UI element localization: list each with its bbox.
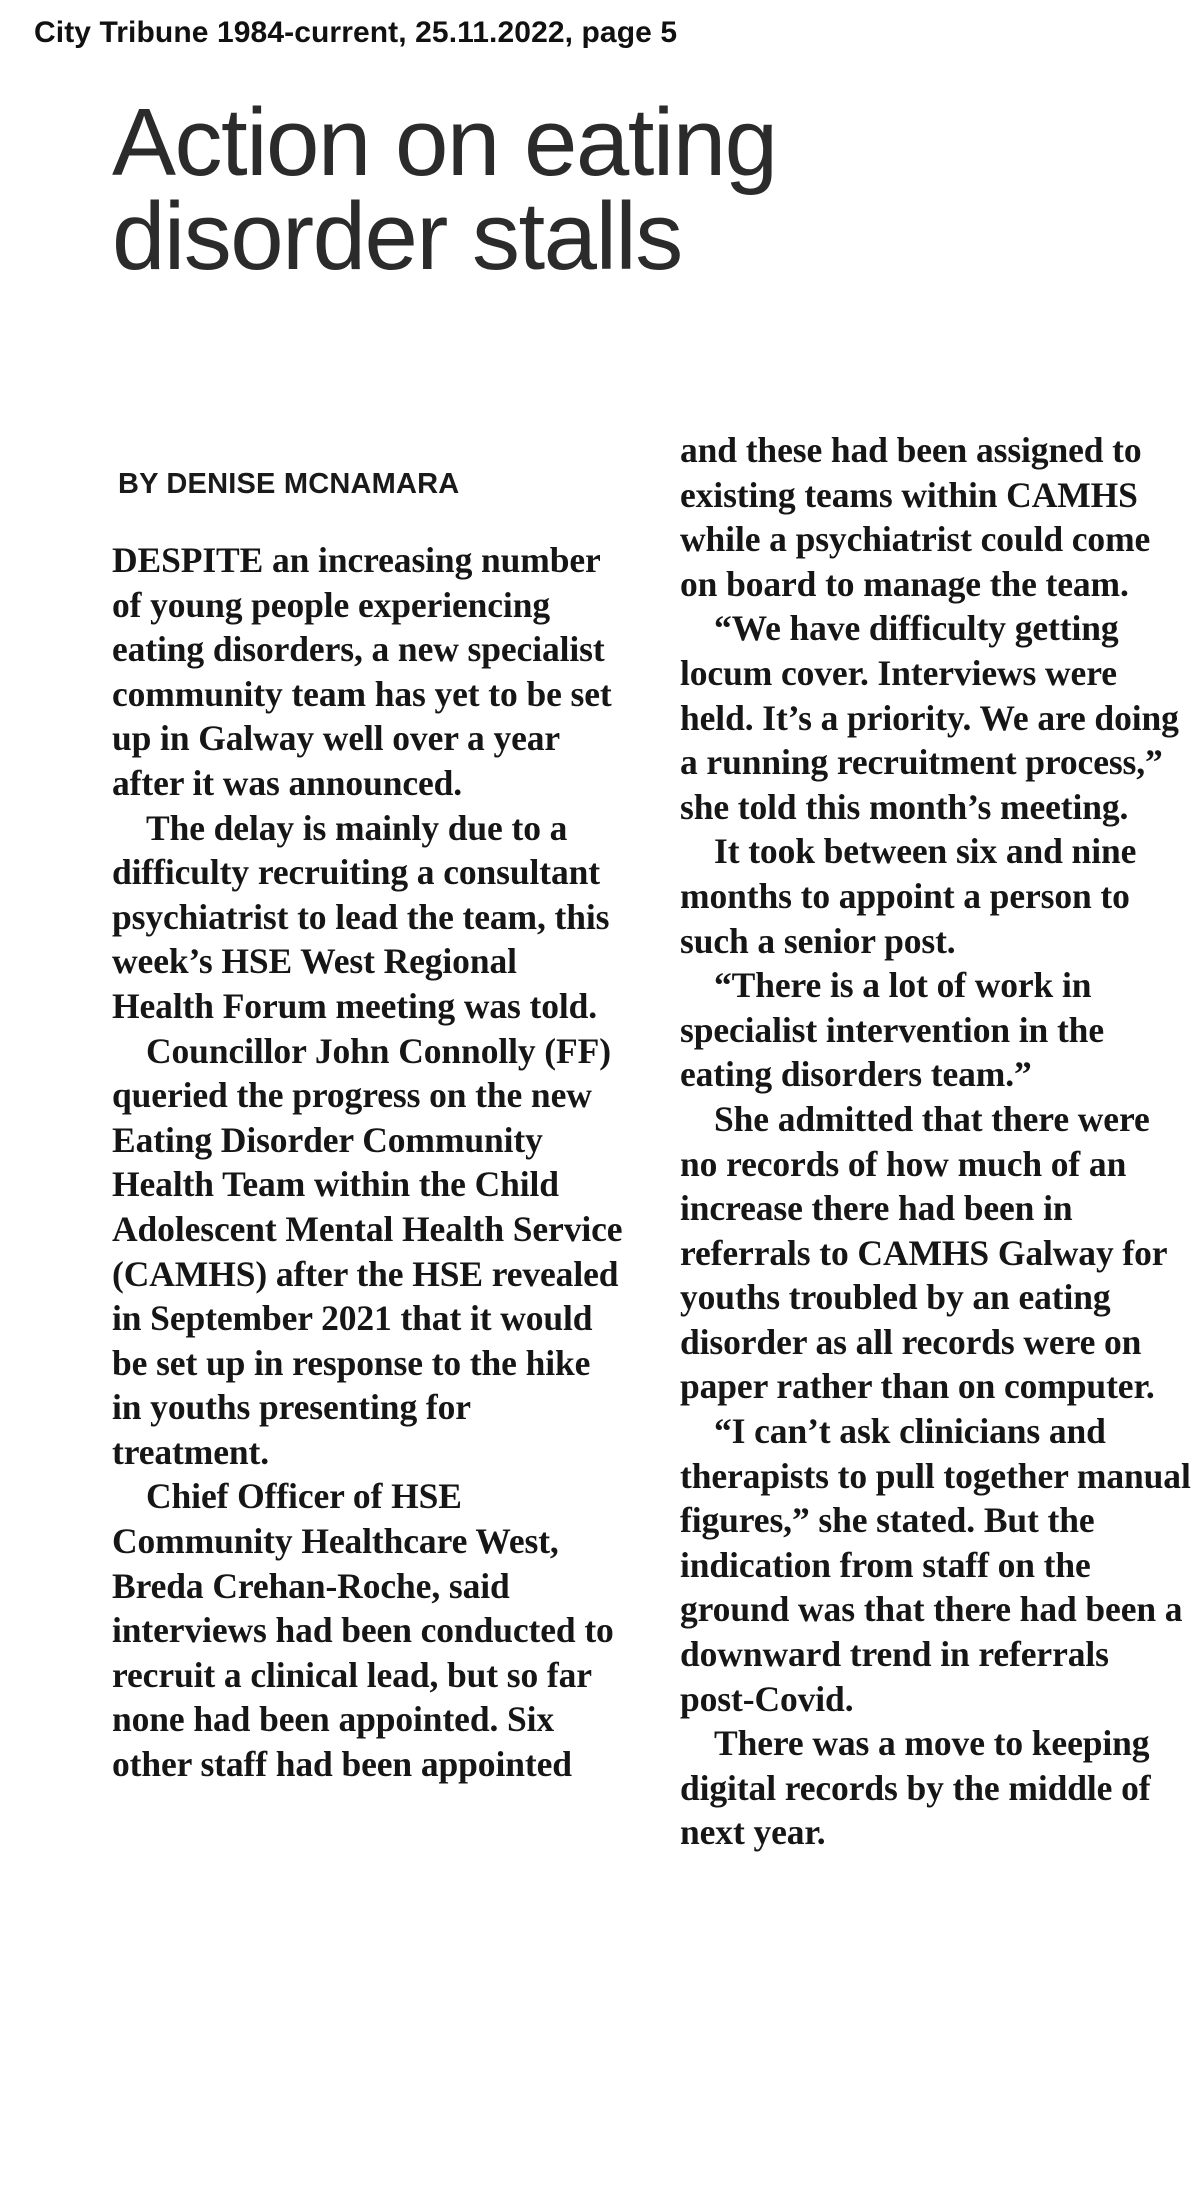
paragraph: “I can’t ask clinicians and therapists to pull together manual figures,” she stated. But the indication from staff on the ground was that there had been a downward trend in referrals post-Covid. xyxy=(680,1411,1191,1719)
paragraph: “There is a lot of work in specialist intervention in the eating disorders team.” xyxy=(680,965,1104,1095)
paragraph: DESPITE an increasing number of young people experiencing eating disorders, a new specialist community team has yet to be set up in Galway well over a year after it was announced. xyxy=(112,540,612,803)
paragraph: Chief Officer of HSE Community Healthcare West, Breda Crehan-Roche, said interviews had been conducted to recruit a clinical lead, but so far none had been appointed. Six other staff had been appointed xyxy=(112,1476,614,1785)
byline: BY DENISE MCNAMARA xyxy=(118,468,460,500)
headline-line-1: Action on eating xyxy=(112,89,777,196)
article-body xyxy=(112,428,1192,2088)
source-citation: City Tribune 1984-current, 25.11.2022, page 5 xyxy=(34,16,678,49)
paragraph: “We have difficulty getting locum cover. Interviews were held. It’s a priority. We are doing a running recruitment process,” she told this month’s meeting. xyxy=(680,608,1179,827)
article-column-right xyxy=(680,428,1192,2088)
paragraph: There was a move to keeping digital records by the middle of next year. xyxy=(680,1723,1151,1853)
article-column-left xyxy=(112,428,624,2198)
paragraph: Councillor John Connolly (FF) queried the progress on the new Eating Disorder Community Health Team within the Child Adolescent Mental Health Service (CAMHS) after the HSE revealed in September 2021 that it would be set up in response to the hike in youths presenting for treatment. xyxy=(112,1030,623,1472)
paragraph: and these had been assigned to existing teams within CAMHS while a psychiatrist could come on board to manage the team. xyxy=(680,430,1151,604)
paragraph: She admitted that there were no records of how much of an increase there had been in referrals to CAMHS Galway for youths troubled by an eating disorder as all records were on paper rather than on computer. xyxy=(680,1098,1167,1407)
paragraph: The delay is mainly due to a difficulty recruiting a consultant psychiatrist to lead the team, this week’s HSE West Regional Health Forum meeting was told. xyxy=(112,807,610,1026)
page-title xyxy=(112,89,1112,291)
headline-line-2: disorder stalls xyxy=(112,183,682,291)
paragraph: It took between six and nine months to appoint a person to such a senior post. xyxy=(680,831,1137,961)
